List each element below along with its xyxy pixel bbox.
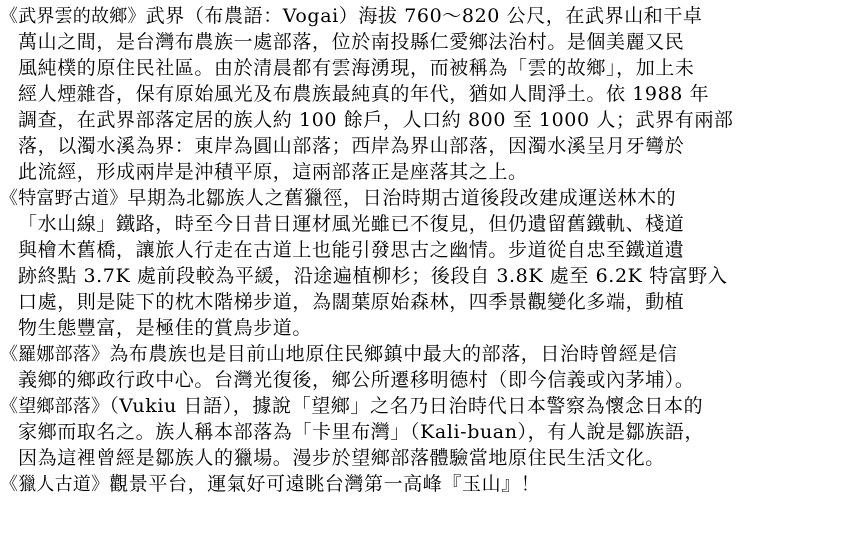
paragraph-line	[0, 471, 540, 497]
paragraph-text: （Vukiu 日語），據說「望鄉」之名乃日治時代日本警察為懷念日本的	[109, 395, 704, 417]
paragraph-text: 觀景平台，運氣好可遠眺台灣第一高峰『玉山』！	[109, 473, 541, 495]
paragraph-line	[0, 341, 678, 367]
paragraph-line	[0, 3, 703, 29]
section-heading: 《特富野古道》	[0, 188, 128, 209]
paragraph-line: 跡終點 3.7K 處前段較為平緩，沿途遍植柳杉；後段自 3.8K 處至 6.2K 特富野入	[18, 265, 728, 287]
paragraph-line: 家鄉而取名之。族人稱本部落為「卡里布灣」（Kali-buan），有人說是鄒族語，	[18, 421, 705, 443]
paragraph-line	[0, 393, 703, 419]
paragraph-line	[0, 185, 676, 211]
paragraph-text: 武界（布農語：Vogai）海拔 760～820 公尺，在武界山和干卓	[145, 5, 703, 27]
section-heading: 《望鄉部落》	[0, 396, 110, 417]
paragraph-line: 因為這裡曾經是鄒族人的獵場。漫步於望鄉部落體驗當地原住民生活文化。	[18, 447, 665, 469]
section-heading: 《武界雲的故鄉》	[0, 6, 146, 27]
section-heading: 《羅娜部落》	[0, 344, 110, 365]
paragraph-line: 與檜木舊橋，讓旅人行走在古道上也能引發思古之幽情。步道從自忠至鐵道遺	[18, 239, 685, 261]
paragraph-line: 經人煙雜沓，保有原始風光及布農族最純真的年代，猶如人間淨土。依 1988 年	[18, 83, 710, 105]
paragraph-line: 此流經，形成兩岸是沖積平原，這兩部落正是座落其之上。	[18, 161, 528, 183]
paragraph-text: 早期為北鄒族人之舊獵徑，日治時期古道後段改建成運送林木的	[127, 187, 677, 209]
paragraph-text: 為布農族也是目前山地原住民鄉鎮中最大的部落，日治時曾經是信	[109, 343, 678, 365]
paragraph-line: 風純樸的原住民社區。由於清晨都有雲海湧現，而被稱為「雲的故鄉」，加上未	[18, 57, 695, 79]
paragraph-line: 「水山線」鐵路，時至今日昔日運材風光雖已不復見，但仍遺留舊鐵軌、棧道	[18, 213, 685, 235]
paragraph-line: 萬山之間，是台灣布農族一處部落，位於南投縣仁愛鄉法治村。是個美麗又民	[18, 31, 685, 53]
paragraph-line: 物生態豐富，是極佳的賞鳥步道。	[18, 317, 313, 339]
section-heading: 《獵人古道》	[0, 474, 110, 495]
paragraph-line: 落，以濁水溪為界：東岸為圓山部落；西岸為界山部落，因濁水溪呈月牙彎於	[18, 135, 685, 157]
paragraph-line: 調查，在武界部落定居的族人約 100 餘戶，人口約 800 至 1000 人；武界有兩部	[18, 109, 734, 131]
paragraph-line: 義鄉的鄉政行政中心。台灣光復後，鄉公所遷移明德村（即今信義或內茅埔）。	[18, 369, 695, 391]
paragraph-line: 口處，則是陡下的枕木階梯步道，為闊葉原始森林，四季景觀變化多端，動植	[18, 291, 685, 313]
